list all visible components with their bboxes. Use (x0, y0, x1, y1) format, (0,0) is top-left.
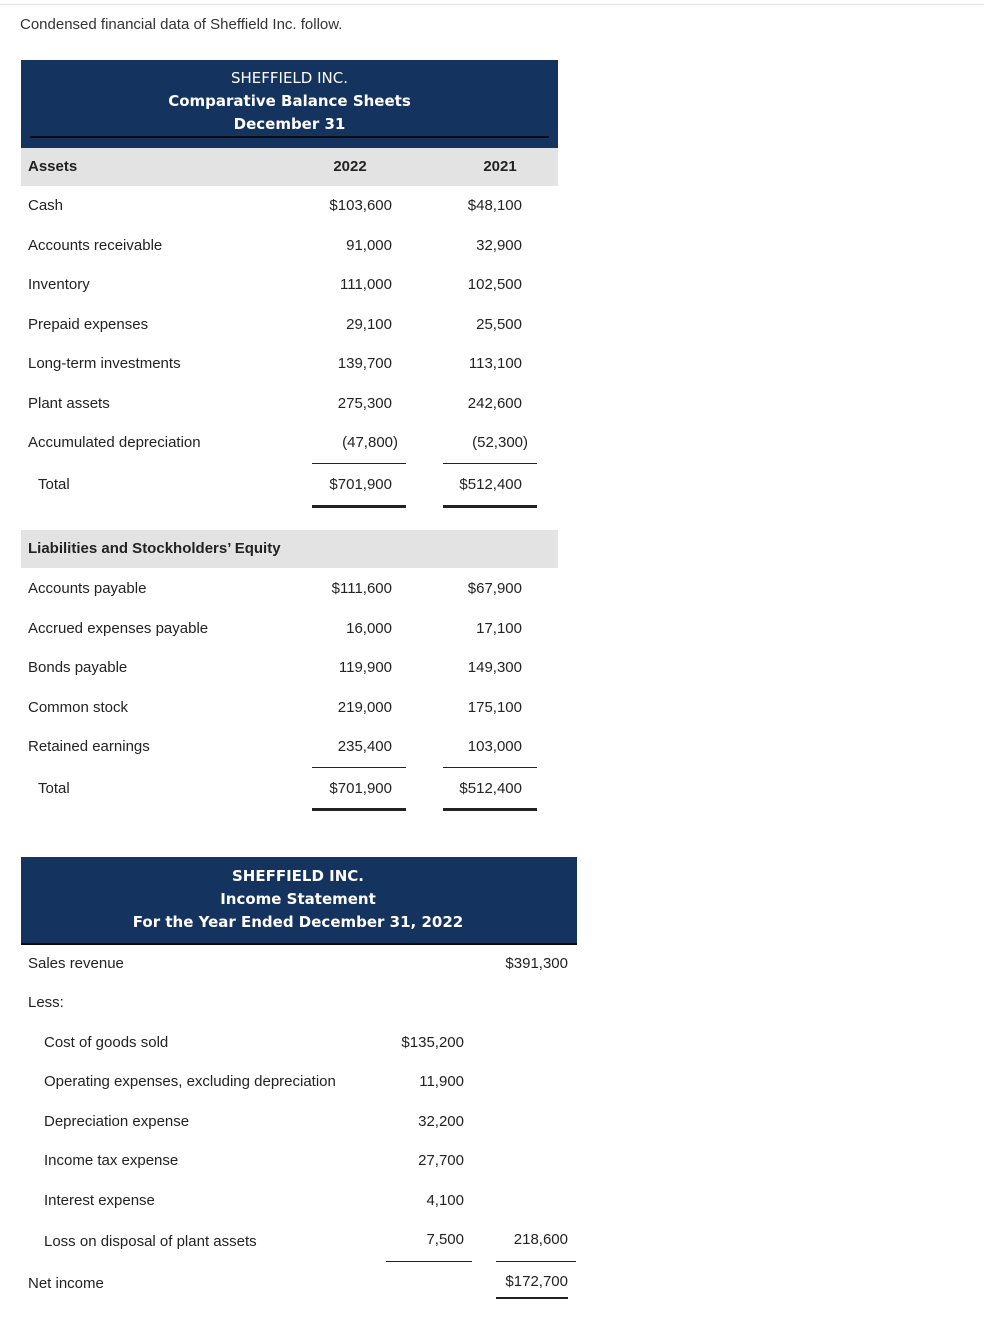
liability-2021-value: 175,100 (467, 699, 522, 716)
asset-label: Long-term investments (28, 355, 181, 372)
assets-subtotal-rule-2021 (443, 463, 537, 464)
asset-2022-value: 111,000 (340, 276, 392, 293)
liability-2022-value: 16,000 (346, 620, 392, 637)
expense-value: 7,500 (426, 1231, 464, 1248)
liab-total-rule-2021 (443, 808, 537, 811)
liabilities-heading: Liabilities and Stockholders’ Equity (28, 540, 281, 557)
liab-total-2021: $512,400 (459, 780, 522, 797)
bs-title: Comparative Balance Sheets (168, 92, 411, 110)
expense-value: 4,100 (426, 1192, 464, 1209)
expense-label: Operating expenses, excluding depreciation (44, 1073, 336, 1090)
expense-value: 27,700 (418, 1152, 464, 1169)
liab-total-label: Total (38, 780, 70, 797)
liab-total-2022: $701,900 (329, 780, 392, 797)
is-company-name: SHEFFIELD INC. (232, 867, 364, 885)
expense-value: $135,200 (401, 1034, 464, 1051)
liability-label: Accounts payable (28, 580, 147, 597)
expense-label: Depreciation expense (44, 1113, 190, 1130)
asset-2021-value: 113,100 (468, 355, 522, 372)
bs-date: December 31 (233, 115, 346, 133)
is-title: Income Statement (220, 890, 376, 908)
assets-total-label: Total (38, 476, 70, 493)
assets-total-rule-2022 (312, 505, 406, 508)
assets-total-2022: $701,900 (329, 476, 392, 493)
liability-2022-value: 119,900 (338, 659, 392, 676)
liability-2021-value: $67,900 (467, 580, 522, 597)
asset-2022-value: 139,700 (337, 355, 392, 372)
net-income-rule (496, 1297, 568, 1299)
asset-label: Accounts receivable (28, 237, 163, 254)
asset-label: Plant assets (28, 395, 110, 412)
sales-revenue-value: $391,300 (505, 955, 568, 972)
liab-subtotal-rule-2022 (312, 767, 406, 768)
assets-total-2021: $512,400 (459, 476, 522, 493)
asset-2021-value: 102,500 (467, 276, 522, 293)
liability-2022-value: 235,400 (337, 738, 392, 755)
assets-subtotal-rule-2022 (312, 463, 406, 464)
liability-label: Accrued expenses payable (28, 620, 209, 637)
liab-subtotal-rule-2021 (443, 767, 537, 768)
expense-label: Loss on disposal of plant assets (44, 1233, 257, 1250)
col-2021-heading: 2021 (483, 158, 517, 175)
top-divider (0, 4, 984, 5)
expense-label: Interest expense (44, 1192, 155, 1209)
less-label: Less: (28, 994, 64, 1011)
asset-2022-value: $103,600 (329, 197, 392, 214)
liability-label: Bonds payable (28, 659, 128, 676)
total-expenses-rule (496, 1261, 576, 1262)
expense-label: Income tax expense (44, 1152, 179, 1169)
sales-revenue-label: Sales revenue (28, 955, 124, 972)
bs-company-name: SHEFFIELD INC. (231, 69, 348, 87)
expenses-subtotal-rule (386, 1261, 472, 1262)
net-income-label: Net income (28, 1275, 104, 1292)
liab-total-rule-2022 (312, 808, 406, 811)
asset-label: Prepaid expenses (28, 316, 149, 333)
is-period: For the Year Ended December 31, 2022 (132, 913, 464, 931)
asset-2021-value: 32,900 (476, 237, 522, 254)
asset-2022-value: 91,000 (346, 237, 392, 254)
liability-2022-value: $111,600 (331, 580, 392, 597)
asset-2022-value: 275,300 (337, 395, 392, 412)
bs-header-rule (30, 136, 549, 138)
asset-2022-value: 29,100 (346, 316, 392, 333)
asset-label: Cash (28, 197, 64, 214)
asset-2021-value: 242,600 (467, 395, 522, 412)
liability-2021-value: 17,100 (476, 620, 522, 637)
liability-2022-value: 219,000 (337, 699, 392, 716)
asset-2021-value: $48,100 (467, 197, 522, 214)
net-income-value: $172,700 (505, 1273, 568, 1290)
liability-label: Common stock (28, 699, 129, 716)
expense-value: 11,900 (419, 1073, 464, 1090)
assets-total-rule-2021 (443, 505, 537, 508)
asset-label: Inventory (28, 276, 90, 293)
col-2022-heading: 2022 (333, 158, 367, 175)
total-expenses-value: 218,600 (513, 1231, 568, 1248)
liability-label: Retained earnings (28, 738, 150, 755)
income-statement-header (21, 857, 577, 943)
asset-2021-value: 25,500 (476, 316, 522, 333)
liability-2021-value: 103,000 (467, 738, 522, 755)
is-header-rule (21, 943, 577, 945)
asset-2021-value: (52,300) (472, 434, 528, 451)
assets-heading: Assets (28, 158, 78, 175)
expense-label: Cost of goods sold (44, 1034, 169, 1051)
balance-sheet-header (21, 60, 558, 148)
asset-2022-value: (47,800) (342, 434, 398, 451)
liability-2021-value: 149,300 (467, 659, 522, 676)
asset-label: Accumulated depreciation (28, 434, 201, 451)
intro-text: Condensed financial data of Sheffield Inc. follow. (20, 16, 343, 33)
expense-value: 32,200 (418, 1113, 464, 1130)
